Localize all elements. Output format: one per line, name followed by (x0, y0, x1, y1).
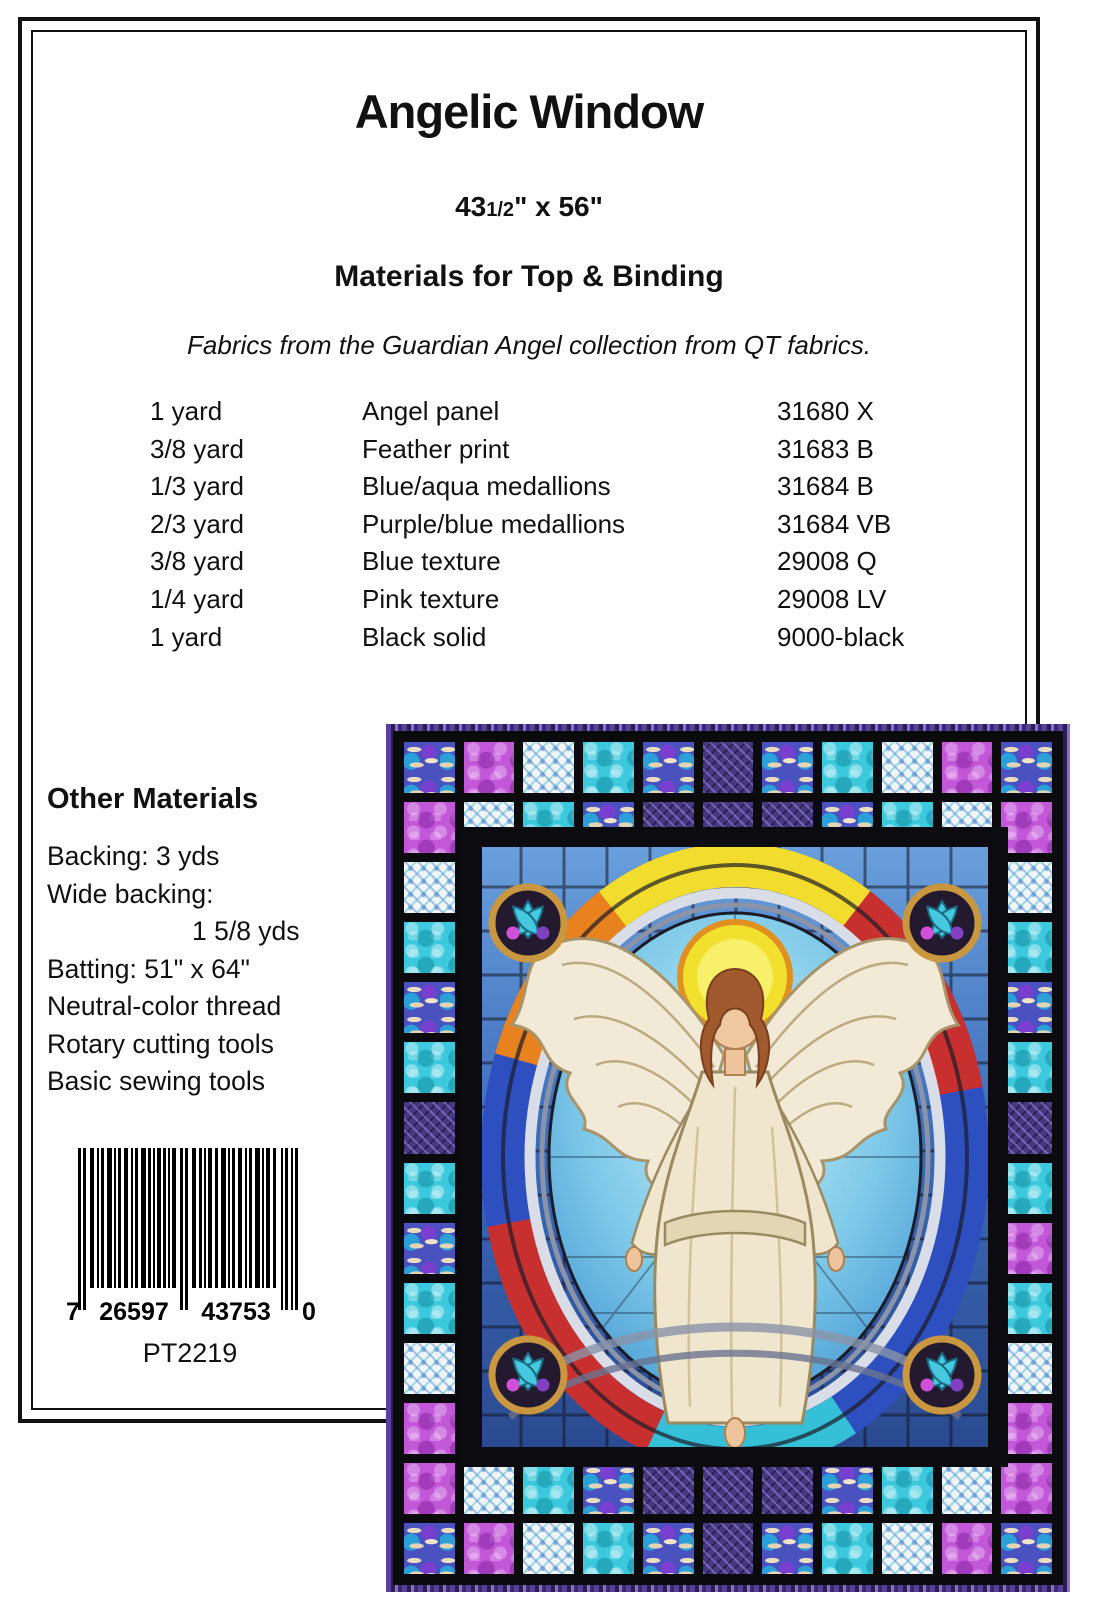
quilt-square (822, 742, 873, 793)
other-materials-list (47, 838, 357, 1101)
other-materials-line: Basic sewing tools (47, 1066, 265, 1096)
quilt-square (464, 1523, 515, 1574)
quilt-square (882, 742, 933, 793)
quilt-square (404, 1223, 455, 1274)
size-fraction: 1/2 (486, 199, 515, 221)
quilt-square (404, 1523, 455, 1574)
materials-name: Purple/blue medallions (362, 508, 626, 539)
angel-panel (462, 827, 1008, 1467)
materials-name: Blue texture (362, 546, 501, 577)
barcode-group1: 26597 (99, 1298, 169, 1326)
quilt-square (1001, 862, 1052, 913)
quilt-square (942, 742, 993, 793)
quilt-square (583, 1463, 634, 1514)
materials-sku: 29008 LV (777, 583, 887, 614)
quilt-square (762, 742, 813, 793)
materials-sku: 31684 VB (777, 508, 892, 539)
materials-row (150, 468, 960, 506)
quilt-square (404, 1283, 455, 1334)
materials-sku: 31684 B (777, 471, 874, 502)
quilt-square (1001, 922, 1052, 973)
materials-sku: 31683 B (777, 433, 874, 464)
quilt-square (703, 742, 754, 793)
size-whole: 43 (455, 191, 487, 222)
quilt-square (1001, 1223, 1052, 1274)
quilt-square (404, 982, 455, 1033)
materials-row (150, 506, 960, 544)
quilt-square (942, 1463, 993, 1514)
quilt-square (583, 1523, 634, 1574)
size-rest: " x 56" (514, 191, 603, 222)
other-materials-section (47, 783, 357, 1101)
materials-name: Blue/aqua medallions (362, 471, 611, 502)
quilt-square (643, 742, 694, 793)
materials-qty: 3/8 yard (150, 433, 244, 464)
quilt-square (523, 742, 574, 793)
materials-qty: 3/8 yard (150, 546, 244, 577)
barcode-group2: 43753 (201, 1298, 271, 1326)
quilt-binding (386, 724, 1070, 1592)
other-materials-line: Batting: 51" x 64" (47, 953, 250, 984)
quilt-square (523, 1463, 574, 1514)
quilt-square (404, 742, 455, 793)
quilt-square (1001, 1463, 1052, 1514)
materials-qty: 1/3 yard (150, 471, 244, 502)
other-materials-line: Neutral-color thread (47, 991, 282, 1021)
materials-sku: 9000-black (777, 621, 905, 652)
quilt-square (643, 1463, 694, 1514)
quilt-square (1001, 1283, 1052, 1334)
materials-qty: 1 yard (150, 621, 223, 652)
quilt-square (1001, 1403, 1052, 1454)
materials-row (150, 431, 960, 469)
quilt-square (404, 1463, 455, 1514)
quilt-square (822, 1523, 873, 1574)
other-materials-line: 1 5/8 yds (192, 916, 300, 946)
pattern-number: PT2219 (142, 1338, 238, 1368)
quilt-square (762, 1523, 813, 1574)
quilt-square (762, 1463, 813, 1514)
materials-sku: 29008 Q (777, 546, 877, 577)
quilt-square (822, 1463, 873, 1514)
materials-row (150, 543, 960, 581)
barcode-right-digit: 0 (302, 1298, 316, 1326)
quilt-square (1001, 802, 1052, 853)
quilt-square (404, 1042, 455, 1093)
quilt-square (464, 742, 515, 793)
materials-name: Feather print (362, 433, 510, 464)
quilt-square (404, 1163, 455, 1214)
other-materials-line: Rotary cutting tools (47, 1028, 274, 1059)
quilt-square (404, 1102, 455, 1153)
other-materials-heading: Other Materials (47, 783, 259, 815)
quilt-square (703, 1463, 754, 1514)
barcode-left-digit: 7 (66, 1298, 80, 1326)
quilt-square (882, 1523, 933, 1574)
page-title: Angelic Window (354, 85, 704, 138)
quilt-size (30, 191, 1028, 223)
quilt-square (1001, 1523, 1052, 1574)
quilt-square (1001, 1042, 1052, 1093)
upc-barcode (64, 1144, 316, 1326)
other-materials-line: Wide backing: (47, 878, 214, 909)
quilt-photo (386, 724, 1070, 1592)
quilt-square (404, 862, 455, 913)
quilt-square (1001, 1343, 1052, 1394)
fabrics-note: Fabrics from the Guardian Angel collection from QT fabrics. (187, 330, 871, 360)
materials-sku: 31680 X (777, 396, 874, 426)
materials-qty: 1/4 yard (150, 583, 244, 614)
quilt-square (643, 1523, 694, 1574)
quilt-square (404, 922, 455, 973)
quilt-square (1001, 742, 1052, 793)
quilt-square (1001, 1102, 1052, 1153)
materials-row (150, 393, 960, 431)
materials-name: Black solid (362, 621, 487, 652)
quilt-square (464, 1463, 515, 1514)
quilt-square (882, 1463, 933, 1514)
quilt-square (404, 802, 455, 853)
materials-qty: 2/3 yard (150, 508, 244, 539)
quilt-square (703, 1523, 754, 1574)
materials-table (150, 393, 960, 656)
materials-qty: 1 yard (150, 396, 223, 426)
materials-row (150, 581, 960, 619)
materials-heading: Materials for Top & Binding (334, 260, 724, 293)
quilt-square (523, 1523, 574, 1574)
quilt-square (404, 1403, 455, 1454)
quilt-sashing (393, 731, 1063, 1585)
quilt-square (1001, 982, 1052, 1033)
materials-name: Pink texture (362, 583, 500, 614)
quilt-square (404, 1343, 455, 1394)
quilt-square (583, 742, 634, 793)
materials-row (150, 619, 960, 657)
quilt-square (942, 1523, 993, 1574)
other-materials-line: Backing: 3 yds (47, 841, 220, 871)
quilt-square (1001, 1163, 1052, 1214)
materials-name: Angel panel (362, 396, 500, 426)
